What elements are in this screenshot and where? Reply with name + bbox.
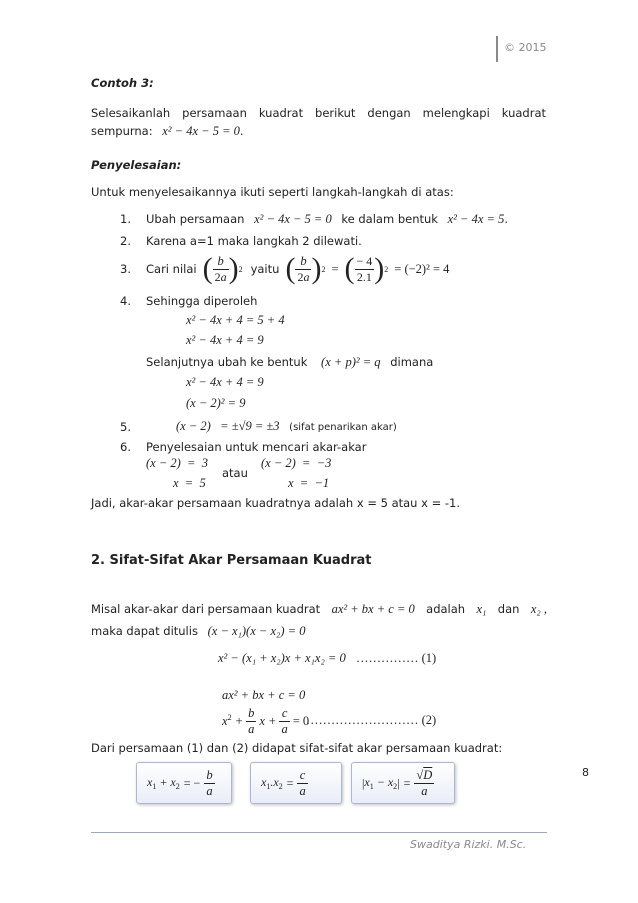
step-4-eq-4: (x − 2)² = 9 <box>186 396 246 410</box>
step-4-form: (x + p)² = q <box>321 355 381 369</box>
step-6-case-a-2: x = 5 <box>173 476 206 490</box>
footer-divider <box>91 832 547 833</box>
equation-2a: ax² + bx + c = 0 <box>222 688 306 702</box>
step-6-text: Penyelesaian untuk mencari akar-akar <box>146 440 367 454</box>
solution-intro: Untuk menyelesaikannya ikuti seperti langkah-langkah di atas: <box>91 185 454 199</box>
p1-equation: ax² + bx + c = 0 <box>331 602 415 616</box>
step-1-text: Ubah persamaan <box>146 212 245 226</box>
step-6-case-b-1: (x − 2) = −3 <box>261 456 332 470</box>
difference-of-roots-box: | $x_1 - x_2$ | = $\frac{√D}{a}$ <box>351 762 455 804</box>
p1-text-c: dan <box>497 602 520 616</box>
fraction-b-over-2a-2: $\frac{b}{2a}$ <box>297 253 310 284</box>
fraction-neg4-over-2: $\frac{- 4}{2.1}$ <box>356 253 373 284</box>
intro-line-1 <box>91 106 546 120</box>
product-of-roots-box: $x_1.x_2$ = $\frac{c}{a}$ <box>250 762 342 804</box>
sum-of-roots-box: $x_1 + x_2$ = − $\frac{b}{a}$ <box>136 762 232 804</box>
copyright-text: © 2015 <box>504 41 547 54</box>
step-1-target: x² − 4x = 5 <box>447 212 505 226</box>
step-2-text: Karena a=1 maka langkah 2 dilewati. <box>146 234 362 248</box>
step-5-equation: (x − 2) = ±√9 = ±3 <box>176 419 280 433</box>
p1-x2: x₂ , <box>530 602 547 616</box>
step-1-mid: ke dalam bentuk <box>341 212 438 226</box>
main-equation: x² − 4x − 5 = 0 <box>162 124 240 138</box>
p1-x1: x₁ <box>476 602 487 616</box>
step-3-number: 3. <box>120 262 131 276</box>
p2-equation: (x − x₁)(x − x₂) = 0 <box>207 624 306 638</box>
equation-2b: $x^2$ + $\frac{b}{a}$ x + $\frac{c}{a}$ = 0 <box>222 705 310 736</box>
step-3-text: Cari nilai <box>146 262 197 276</box>
solution-title: Penyelesaian: <box>91 158 182 172</box>
step-6-case-b-2: x = −1 <box>288 476 330 490</box>
p2-text: maka dapat ditulis <box>91 624 198 638</box>
intro-text: Selesaikanlah persamaan kuadrat berikut dengan melengkapi kuadrat <box>91 106 546 120</box>
step-4-text: Sehingga diperoleh <box>146 294 258 308</box>
step-3-result: = (−2)² = 4 <box>394 261 450 276</box>
step-4-then <box>146 355 433 370</box>
page-number: 8 <box>582 766 589 779</box>
step-2-number: 2. <box>120 234 131 248</box>
step-1: Ubah persamaan x² − 4x − 5 = 0 ke dalam bentuk x² − 4x = 5. <box>146 212 508 226</box>
step-4-number: 4. <box>120 294 131 308</box>
step-4-eq-1: x² − 4x + 4 = 5 + 4 <box>186 313 285 327</box>
equation-1-tag: …………… (1) <box>356 651 437 665</box>
step-5-note: (sifat penarikan akar) <box>289 422 397 433</box>
intro-line-2: sempurna: x² − 4x − 5 = 0. <box>91 124 244 138</box>
intro-text-2: sempurna: <box>91 124 153 138</box>
section-2-p1 <box>91 602 547 617</box>
equation-1: x² − (x₁ + x₂)x + x₁x₂ = 0 <box>218 651 346 665</box>
conclusion: Jadi, akar-akar persamaan kuadratnya adalah x = 5 atau x = -1. <box>91 496 461 510</box>
step-6-number: 6. <box>120 440 131 454</box>
section-2-p2 <box>91 624 305 639</box>
section-2-p3: Dari persamaan (1) dan (2) didapat sifat-sifat akar persamaan kuadrat: <box>91 741 503 755</box>
step-5-number: 5. <box>120 420 131 434</box>
p1-text-a: Misal akar-akar dari persamaan kuadrat <box>91 602 321 616</box>
fraction-b-over-2a: $\frac{b}{2a}$ <box>214 253 227 284</box>
section-2-title: 2. Sifat-Sifat Akar Persamaan Kuadrat <box>91 553 372 568</box>
step-4-where: dimana <box>390 355 434 369</box>
step-3: Cari nilai ( $\frac{b}{2a}$ ) 2 yaitu ( $\frac{b}{2a}$ ) 2 = ( $\frac{- 4}{2.1}$ ) 2 = (−2)² = 4 <box>146 252 450 285</box>
step-4-eq-3: x² − 4x + 4 = 9 <box>186 375 264 389</box>
example-title: Contoh 3: <box>91 76 154 90</box>
step-5 <box>176 419 397 434</box>
footer-author: Swaditya Rizki. M.Sc. <box>410 838 527 851</box>
equation-2-tag: ……………………… (2) <box>306 713 437 727</box>
step-4-eq-2: x² − 4x + 4 = 9 <box>186 333 264 347</box>
p1-text-b: adalah <box>426 602 466 616</box>
step-1-number: 1. <box>120 212 131 226</box>
step-1-equation: x² − 4x − 5 = 0 <box>254 212 332 226</box>
step-4-then-text: Selanjutnya ubah ke bentuk <box>146 355 308 369</box>
header-divider <box>496 36 498 62</box>
step-6-case-a-1: (x − 2) = 3 <box>146 456 208 470</box>
step-6-or: atau <box>222 466 248 480</box>
step-3-mid: yaitu <box>250 262 280 276</box>
